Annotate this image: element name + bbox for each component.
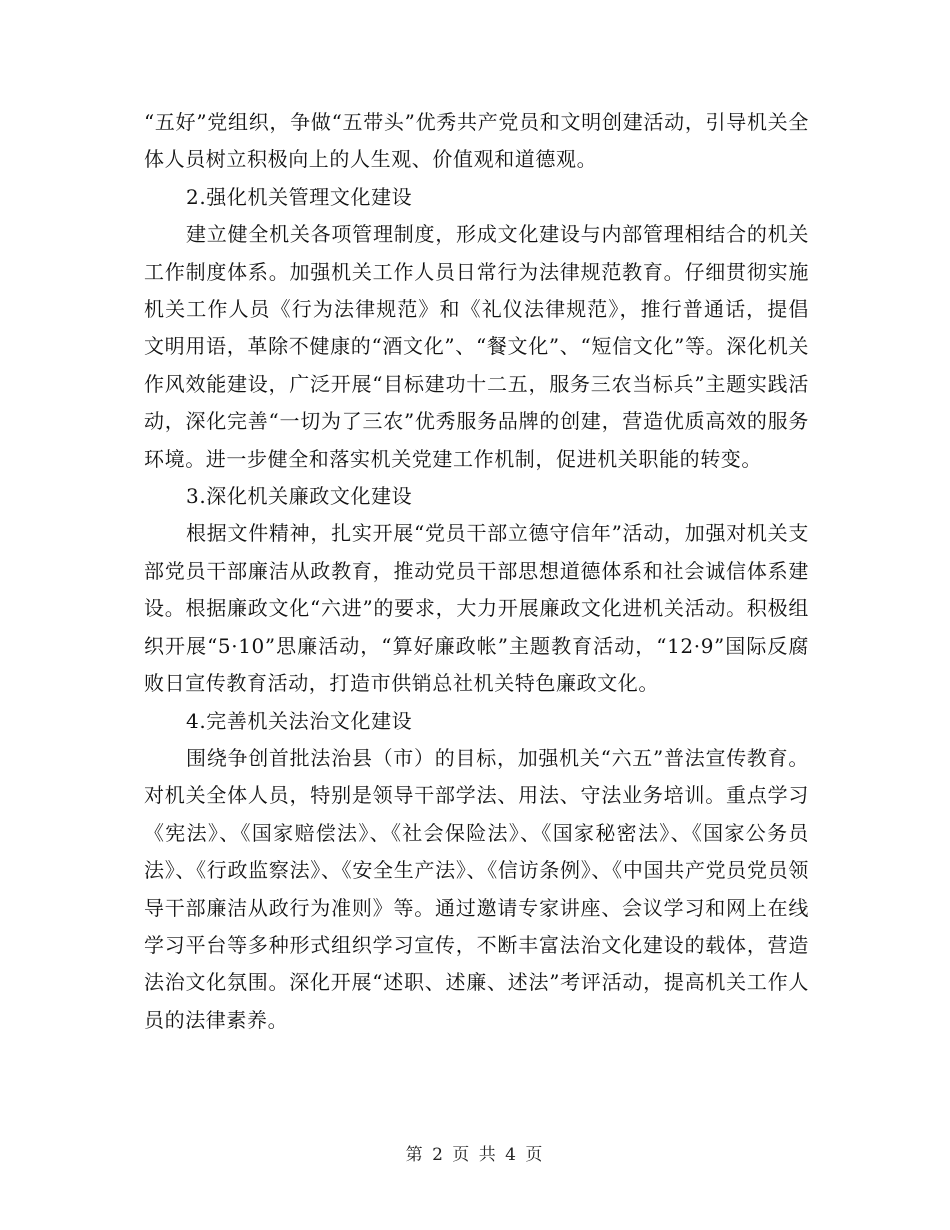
- section-heading-integrity-culture: 3.深化机关廉政文化建设: [186, 484, 413, 509]
- document-body: [144, 104, 809, 1039]
- page-number-footer: 第 2 页 共 4 页: [405, 1145, 545, 1165]
- section-heading-rule-of-law-culture: 4.完善机关法治文化建设: [186, 708, 413, 733]
- paragraph-integrity-culture: 根据文件精神，扎实开展“党员干部立德守信年”活动，加强对机关支部党员干部廉洁从政教育，推动党员干部思想道德体系和社会诚信体系建设。根据廉政文化“六进”的要求，大力开展廉政文化进机关活动。积极组织开展“5·10”思廉活动，“算好廉政帐”主题教育活动，“12·9”国际反腐败日宣传教育活动，打造市供销总社机关特色廉政文化。: [144, 521, 809, 696]
- paragraph-rule-of-law-culture: 围绕争创首批法治县（市）的目标，加强机关“六五”普法宣传教育。对机关全体人员，特别是领导干部学法、用法、守法业务培训。重点学习《宪法》、《国家赔偿法》、《社会保险法》、《国家秘密法》、《国家公务员法》、《行政监察法》、《安全生产法》、《信访条例》、《中国共产党员党员领导干部廉洁从政行为准则》等。通过邀请专家讲座、会议学习和网上在线学习平台等多种形式组织学习宣传，不断丰富法治文化建设的载体，营造法治文化氛围。深化开展“述职、述廉、述法”考评活动，提高机关工作人员的法律素养。: [144, 745, 809, 1032]
- section-heading-management-culture: 2.强化机关管理文化建设: [186, 184, 413, 209]
- paragraph-party-organization: “五好”党组织，争做“五带头”优秀共产党员和文明创建活动，引导机关全体人员树立积极向上的人生观、价值观和道德观。: [144, 110, 809, 172]
- paragraph-management-culture: 建立健全机关各项管理制度，形成文化建设与内部管理相结合的机关工作制度体系。加强机关工作人员日常行为法律规范教育。仔细贯彻实施机关工作人员《行为法律规范》和《礼仪法律规范》，推行普通话，提倡文明用语，革除不健康的“酒文化”、“餐文化”、“短信文化”等。深化机关作风效能建设，广泛开展“目标建功十二五，服务三农当标兵”主题实践活动，深化完善“一切为了三农”优秀服务品牌的创建，营造优质高效的服务环境。进一步健全和落实机关党建工作机制，促进机关职能的转变。: [144, 222, 809, 471]
